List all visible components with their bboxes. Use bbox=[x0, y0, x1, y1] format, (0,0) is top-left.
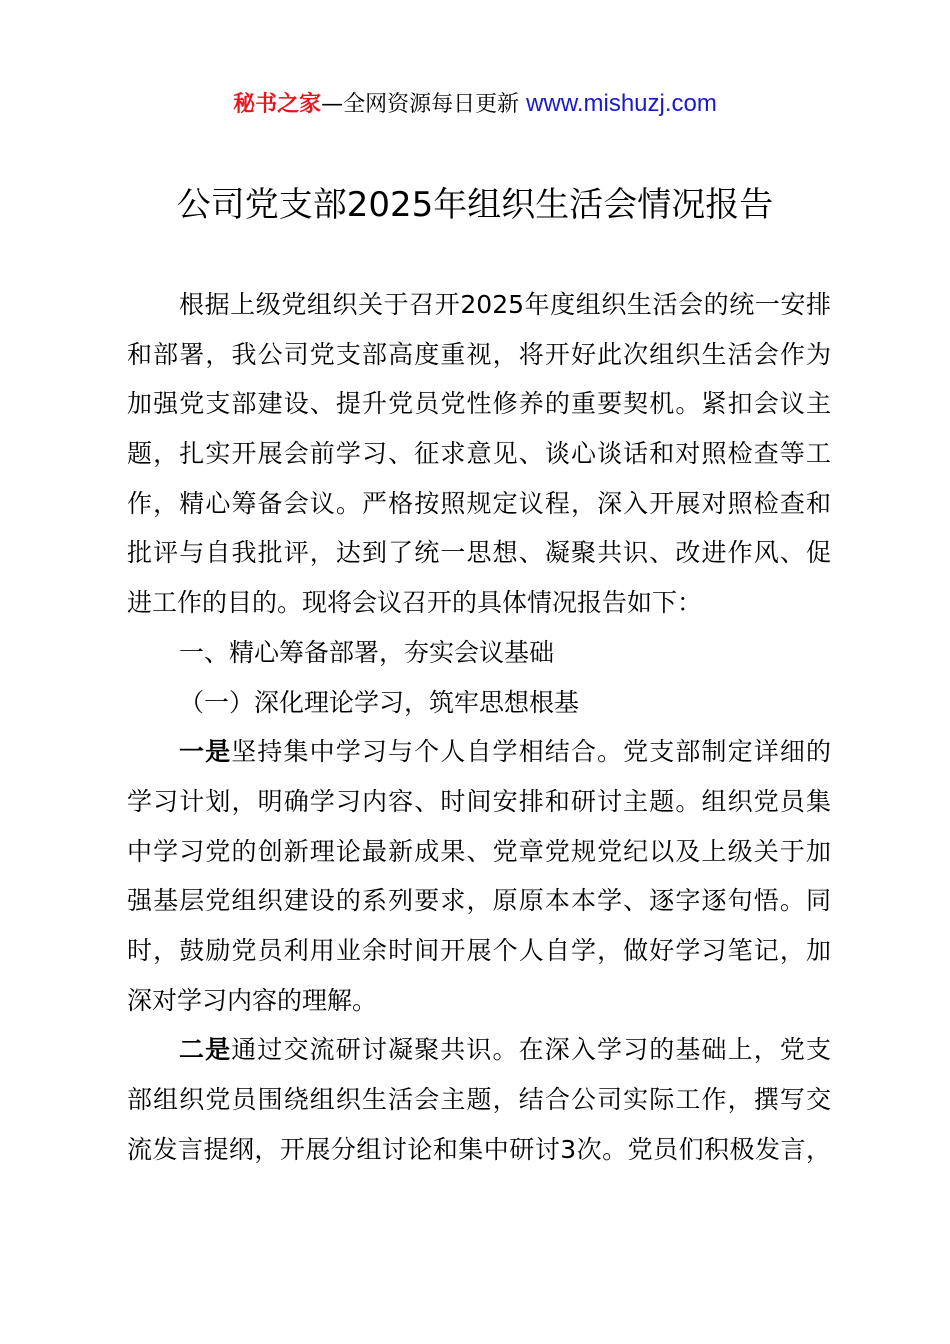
brand-name: 秘书之家 bbox=[233, 92, 322, 117]
document-body bbox=[127, 280, 831, 1174]
header-tagline: —全网资源每日更新 bbox=[321, 92, 527, 117]
paragraph-line: 学习计划，明确学习内容、时间安排和研讨主题。组织党员集 bbox=[127, 786, 831, 816]
paragraph-line: 题，扎实开展会前学习、征求意见、谈心谈话和对照检查等工 bbox=[127, 439, 831, 469]
paragraph-line: 加强党支部建设、提升党员党性修养的重要契机。紧扣会议主 bbox=[127, 389, 831, 419]
line-text: 通过交流研讨凝聚共识。在深入学习的基础上，党支 bbox=[231, 1035, 831, 1065]
bold-prefix: 二是 bbox=[179, 1035, 232, 1065]
section-heading: 一、精心筹备部署，夯实会议基础 bbox=[179, 637, 555, 667]
paragraph-line: 流发言提纲，开展分组讨论和集中研讨3次。党员们积极发言， bbox=[127, 1134, 831, 1164]
paragraph-line: 中学习党的创新理论最新成果、党章党规党纪以及上级关于加 bbox=[127, 836, 831, 866]
paragraph-line bbox=[127, 727, 831, 777]
paragraph-line: 部组织党员围绕组织生活会主题，结合公司实际工作，撰写交 bbox=[127, 1085, 831, 1114]
subsection-heading: （一）深化理论学习，筑牢思想根基 bbox=[179, 687, 580, 717]
line-text: 坚持集中学习与个人自学相结合。党支部制定详细的 bbox=[231, 737, 831, 767]
paragraph-line: 作，精心筹备会议。严格按照规定议程，深入开展对照检查和 bbox=[127, 488, 831, 518]
document-title: 公司党支部2025年组织生活会情况报告 bbox=[176, 185, 774, 225]
paragraph-line: 批评与自我批评，达到了统一思想、凝聚共识、改进作风、促 bbox=[127, 538, 831, 568]
paragraph-line: 时，鼓励党员利用业余时间开展个人自学，做好学习笔记，加 bbox=[127, 935, 831, 965]
paragraph-line: 和部署，我公司党支部高度重视，将开好此次组织生活会作为 bbox=[127, 339, 831, 369]
watermark-header bbox=[0, 88, 950, 121]
paragraph-line: 进工作的目的。现将会议召开的具体情况报告如下： bbox=[127, 588, 703, 618]
paragraph-line: 深对学习内容的理解。 bbox=[127, 985, 378, 1015]
site-link[interactable]: www.mishuzj.com bbox=[526, 90, 717, 117]
paragraph-line: 强基层党组织建设的系列要求，原原本本学、逐字逐句悟。同 bbox=[127, 886, 831, 916]
paragraph-line: 根据上级党组织关于召开2025年度组织生活会的统一安排 bbox=[179, 290, 831, 319]
paragraph-line bbox=[127, 1025, 831, 1075]
bold-prefix: 一是 bbox=[179, 737, 232, 767]
